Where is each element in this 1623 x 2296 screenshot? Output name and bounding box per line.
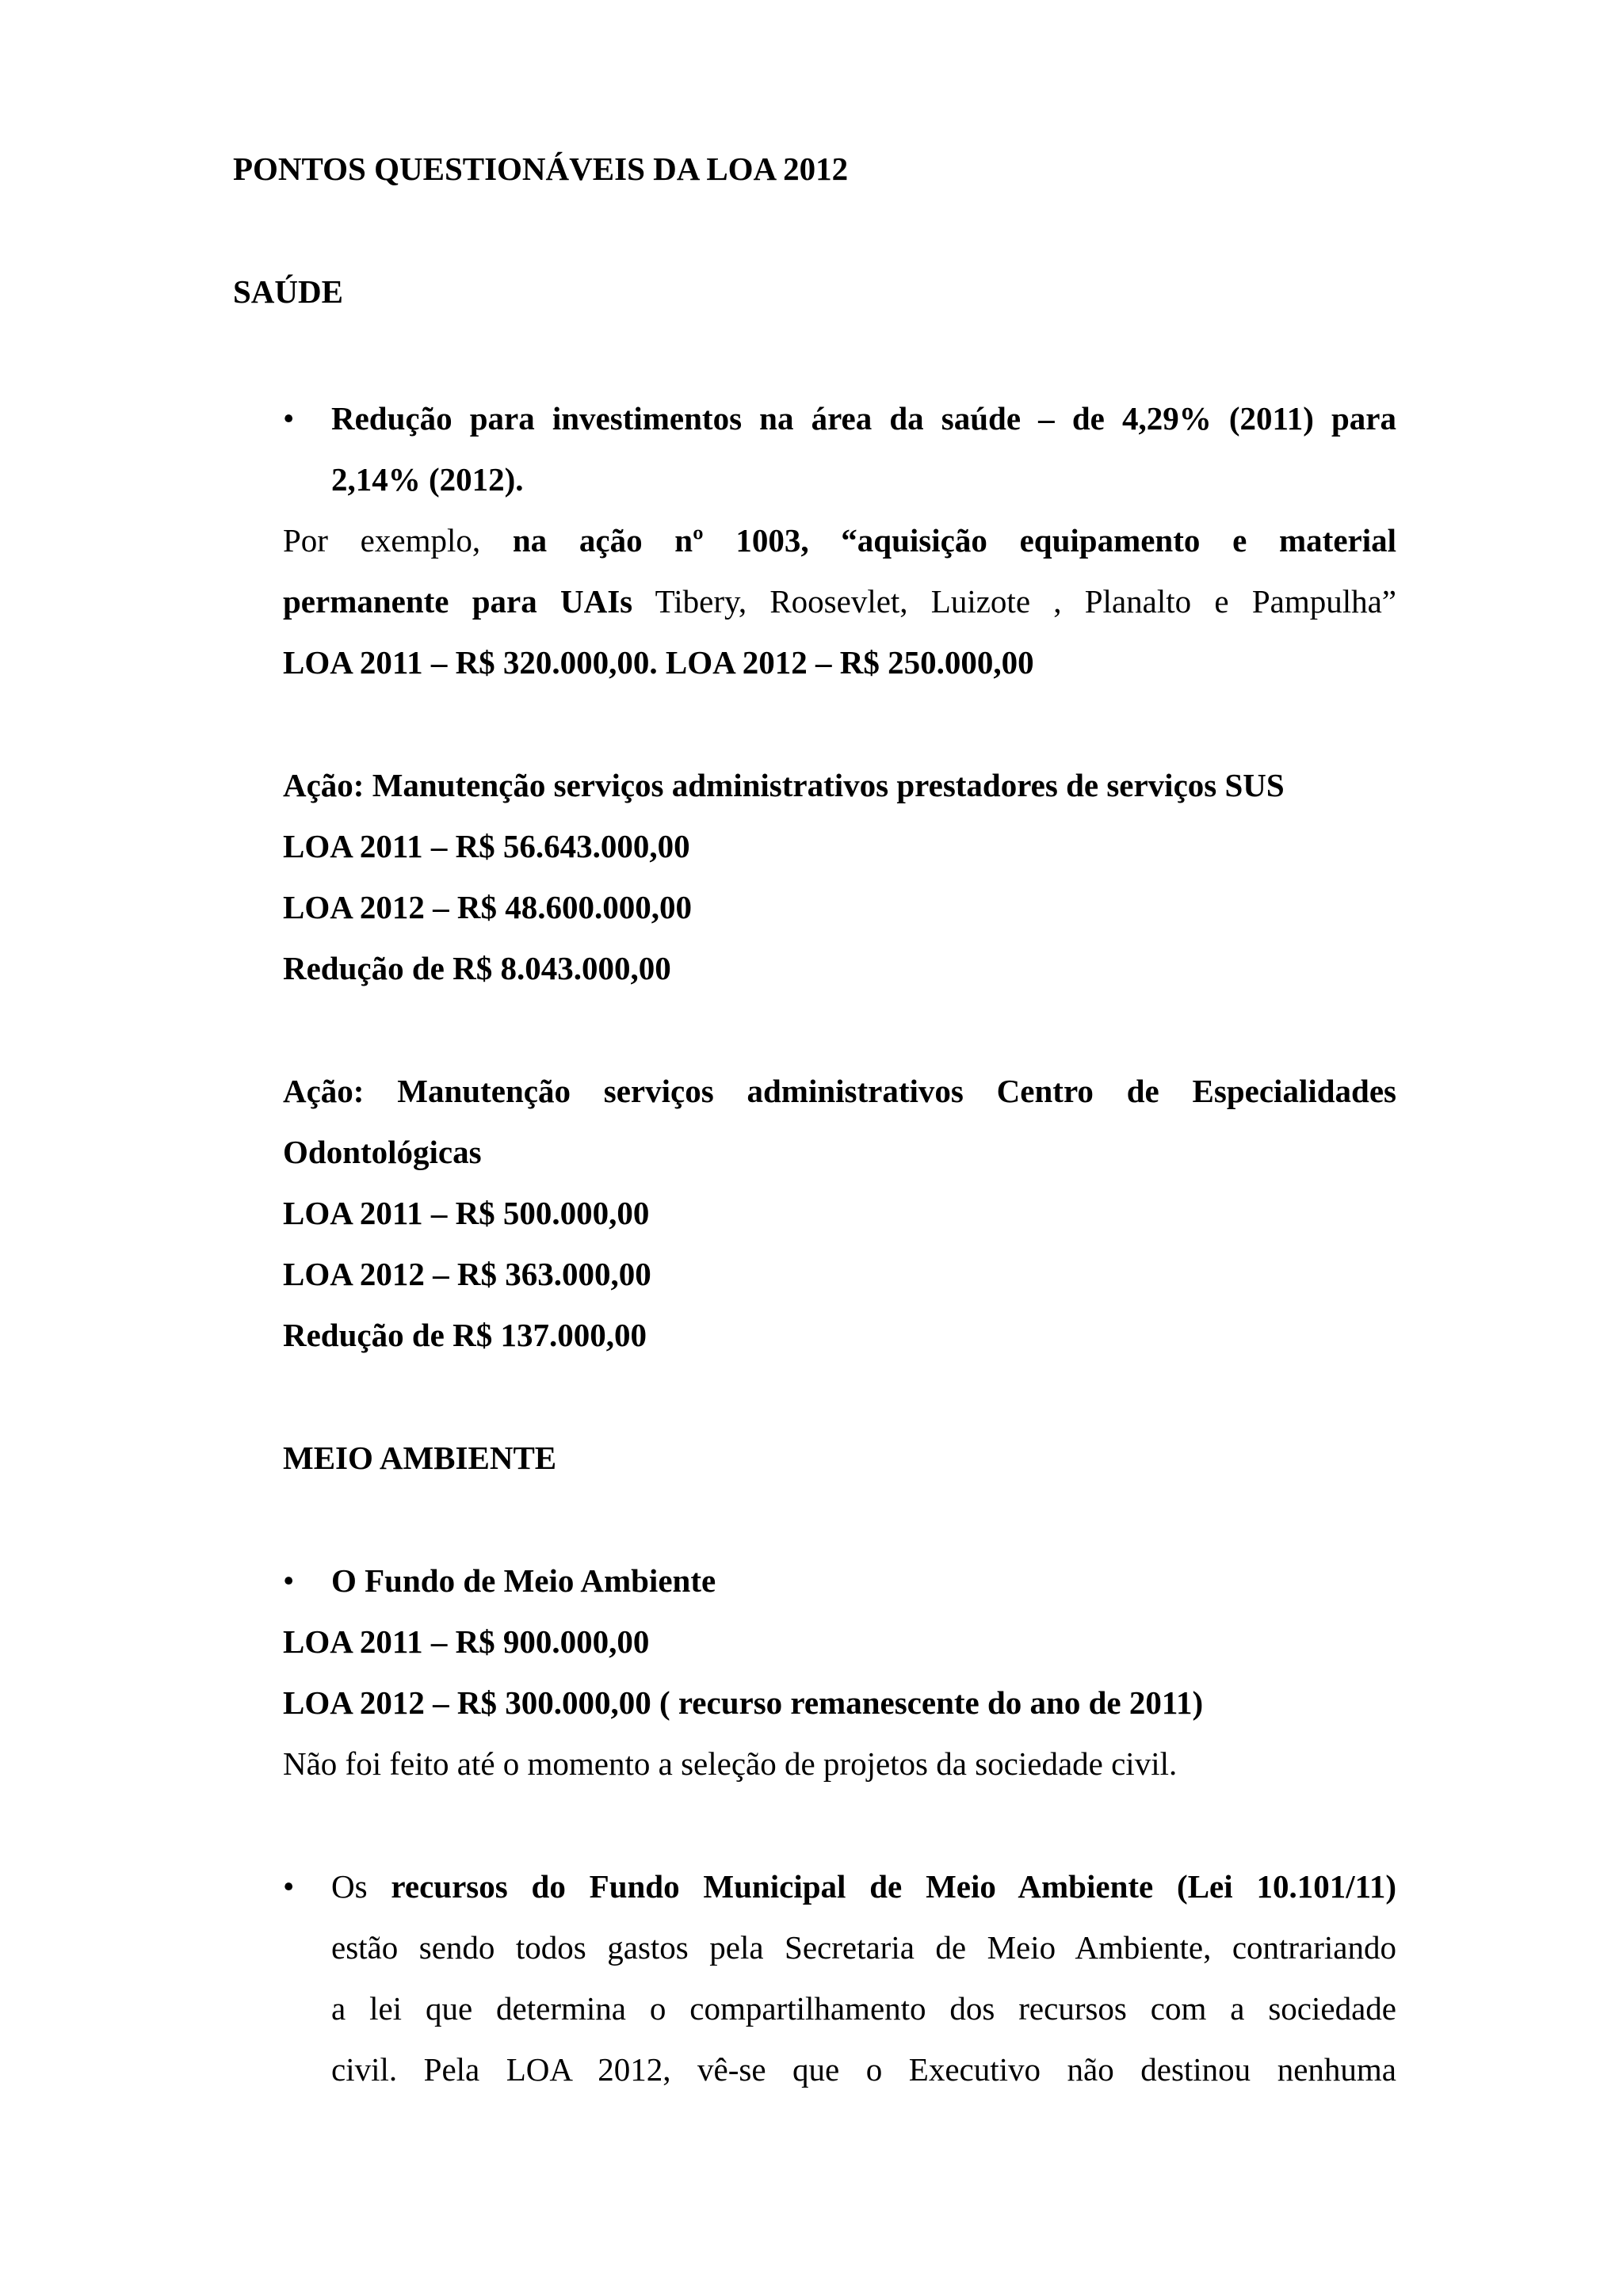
fundo-loa2011: LOA 2011 – R$ 900.000,00	[283, 1623, 650, 1660]
fundo-municipal-bold: recursos do Fundo Municipal de Meio Ambiente (Lei 10.101/11)	[391, 1868, 1397, 1905]
acao-sus-label: Ação: Manutenção serviços administrativos prestadores de serviços SUS	[283, 767, 1285, 803]
fundo-loa2012: LOA 2012 – R$ 300.000,00 ( recurso remanescente do ano de 2011)	[283, 1684, 1204, 1721]
fundo-municipal-paragraph	[331, 1856, 1396, 2100]
acao-odonto-reducao: Redução de R$ 137.000,00	[283, 1317, 647, 1353]
bullet-saude-line-2: 2,14% (2012).	[331, 461, 524, 498]
example-line-3: LOA 2011 – R$ 320.000,00. LOA 2012 – R$ 250.000,00	[283, 644, 1034, 681]
acao-sus-block	[283, 755, 1396, 999]
fundo-municipal-line-4: civil. Pela LOA 2012, vê-se que o Executivo não destinou nenhuma	[331, 2051, 1396, 2088]
acao-odonto-loa2012: LOA 2012 – R$ 363.000,00	[283, 1256, 651, 1292]
acao-odonto-label-1: Ação: Manutenção serviços administrativos Centro de Especialidades	[283, 1073, 1396, 1109]
example-paragraph	[283, 510, 1396, 693]
bullet-marker: •	[283, 1562, 295, 1599]
fundo-title: O Fundo de Meio Ambiente	[331, 1562, 716, 1599]
fundo-municipal-line-3: a lei que determina o compartilhamento dos recursos com a sociedade	[331, 1990, 1396, 2027]
acao-sus-loa2012: LOA 2012 – R$ 48.600.000,00	[283, 889, 692, 925]
section-heading-saude: SAÚDE	[233, 273, 343, 310]
bullet-saude-line-1: Redução para investimentos na área da saúde – de 4,29% (2011) para	[331, 400, 1396, 437]
fundo-municipal-line-1	[331, 1856, 1396, 1917]
fundo-municipal-intro: Os	[331, 1868, 368, 1905]
fundo-municipal-line-2: estão sendo todos gastos pela Secretaria de Meio Ambiente, contrariando	[331, 1929, 1396, 1966]
fundo-block	[283, 1611, 1396, 1794]
acao-sus-reducao: Redução de R$ 8.043.000,00	[283, 950, 671, 986]
example-uais-text: permanente para UAIs	[283, 583, 633, 620]
example-locations-text: Tibery, Roosevlet, Luizote , Planalto e Pampulha”	[655, 583, 1396, 620]
acao-odonto-loa2011: LOA 2011 – R$ 500.000,00	[283, 1195, 650, 1231]
section-heading-meio-ambiente: MEIO AMBIENTE	[283, 1440, 557, 1476]
acao-sus-loa2011: LOA 2011 – R$ 56.643.000,00	[283, 828, 690, 864]
example-line-1	[283, 510, 1396, 571]
bullet-marker: •	[283, 400, 295, 437]
example-line-2	[283, 571, 1396, 632]
example-action-text: na ação nº 1003, “aquisição equipamento e material	[512, 522, 1396, 559]
fundo-nota: Não foi feito até o momento a seleção de projetos da sociedade civil.	[283, 1745, 1178, 1782]
example-intro-text: Por exemplo,	[283, 522, 481, 559]
acao-odonto-block	[283, 1061, 1396, 1366]
bullet-marker: •	[283, 1868, 295, 1905]
bullet-saude-reducao	[331, 388, 1396, 510]
document-title: PONTOS QUESTIONÁVEIS DA LOA 2012	[233, 151, 849, 187]
acao-odonto-label-2: Odontológicas	[283, 1134, 482, 1170]
